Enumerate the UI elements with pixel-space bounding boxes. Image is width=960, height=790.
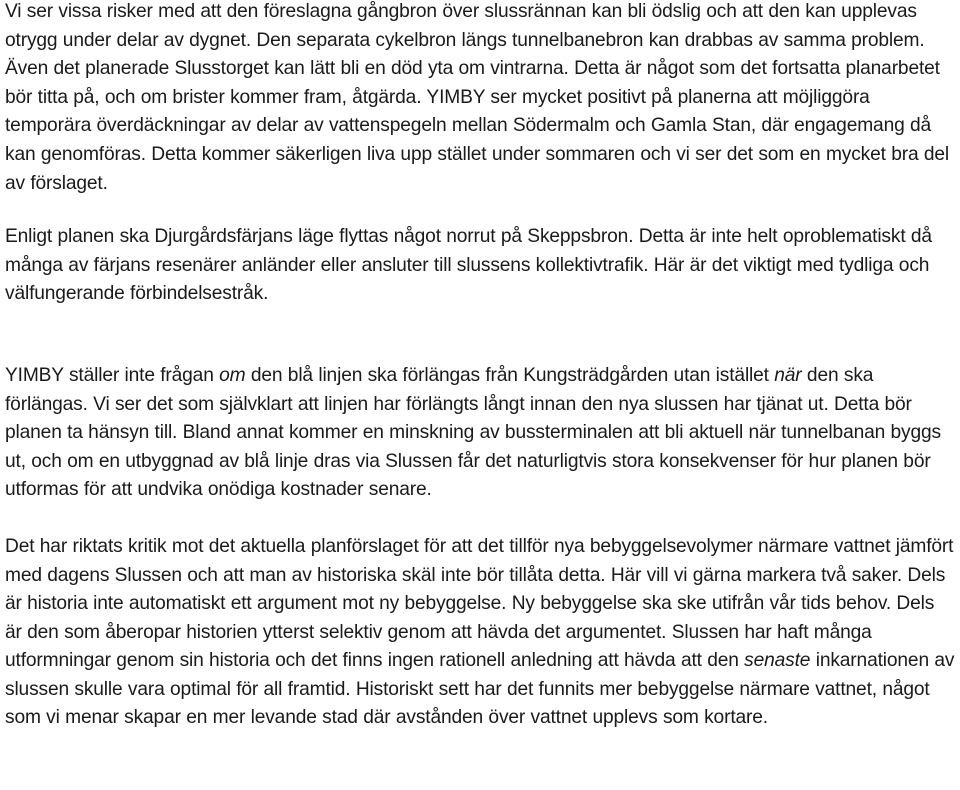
paragraph-djurgardsfarjan (5, 223, 955, 309)
paragraph-text: Det har riktats kritik mot det aktuella planförslaget för att det tillför nya bebyggelsevolymer närmare vattnet jämfört med dagens Slussen och att man av historiska skäl inte bör tillåta detta. Här vill vi gärna markera två saker. Dels är historia inte automatiskt ett argument mot ny bebyggelse. Ny bebyggelse ska ske utifrån vår tids behov. Dels är den som åberopar historien ytterst selektiv genom att hävda det argumentet. Slussen har haft många utformningar genom sin historia och det finns ingen rationell anledning att hävda att den (5, 535, 954, 672)
paragraph-text: inkarnationen av slussen skulle vara optimal för all framtid. Historiskt sett har det funnits mer bebyggelse närmare vattnet, något som vi menar skapar en mer levande stad där avstånden över vattnet upplevs som kortare. (5, 650, 955, 729)
paragraph-text: Vi ser vissa risker med att den föreslagna gångbron över slussrännan kan bli ödslig och att den kan upplevas otrygg under delar av dygnet. Den separata cykelbron längs tunnelbanebron kan drabbas av samma problem. Även det planerade Slusstorget kan lätt bli en död yta om vintrarna. Detta är något som det fortsatta planarbetet bör titta på, och om brister kommer fram, åtgärda. YIMBY ser mycket positivt på planerna att möjliggöra temporära överdäckningar av delar av vattenspegeln mellan Södermalm och Gamla Stan, där engagemang då kan genomföras. Detta kommer säkerligen liva upp stället under sommaren och vi ser det som en mycket bra del av förslaget. (5, 1, 950, 194)
paragraph-gangbro-risker (5, 0, 955, 198)
paragraph-text: den blå linjen ska förlängas från Kungsträdgården utan istället (245, 364, 775, 386)
emphasis-nar: när (774, 364, 802, 386)
paragraph-text: den ska förlängas. Vi ser det som självklart att linjen har förlängts långt innan den nya slussen har tjänat ut. Detta bör planen ta hänsyn till. Bland annat kommer en minskning av bussterminalen att bli aktuell när tunnelbanan byggs ut, och om en utbyggnad av blå linje dras via Slussen får det naturligtvis stora konsekvenser för hur planen bör utformas för att undvika onödiga kostnader senare. (5, 364, 941, 501)
paragraph-bla-linjen (5, 362, 955, 505)
document-body (5, 0, 955, 733)
paragraph-text: YIMBY ställer inte frågan (5, 364, 220, 386)
emphasis-senaste: senaste (744, 650, 811, 672)
paragraph-text: Enligt planen ska Djurgårdsfärjans läge flyttas något norrut på Skeppsbron. Detta är inte helt oproblematiskt då många av färjans resenärer anländer eller ansluter till slussens kollektivtrafik. Här är det viktigt med tydliga och välfungerande förbindelsestråk. (5, 226, 932, 305)
emphasis-om: om (219, 364, 246, 386)
paragraph-historisk-kritik (5, 533, 955, 733)
